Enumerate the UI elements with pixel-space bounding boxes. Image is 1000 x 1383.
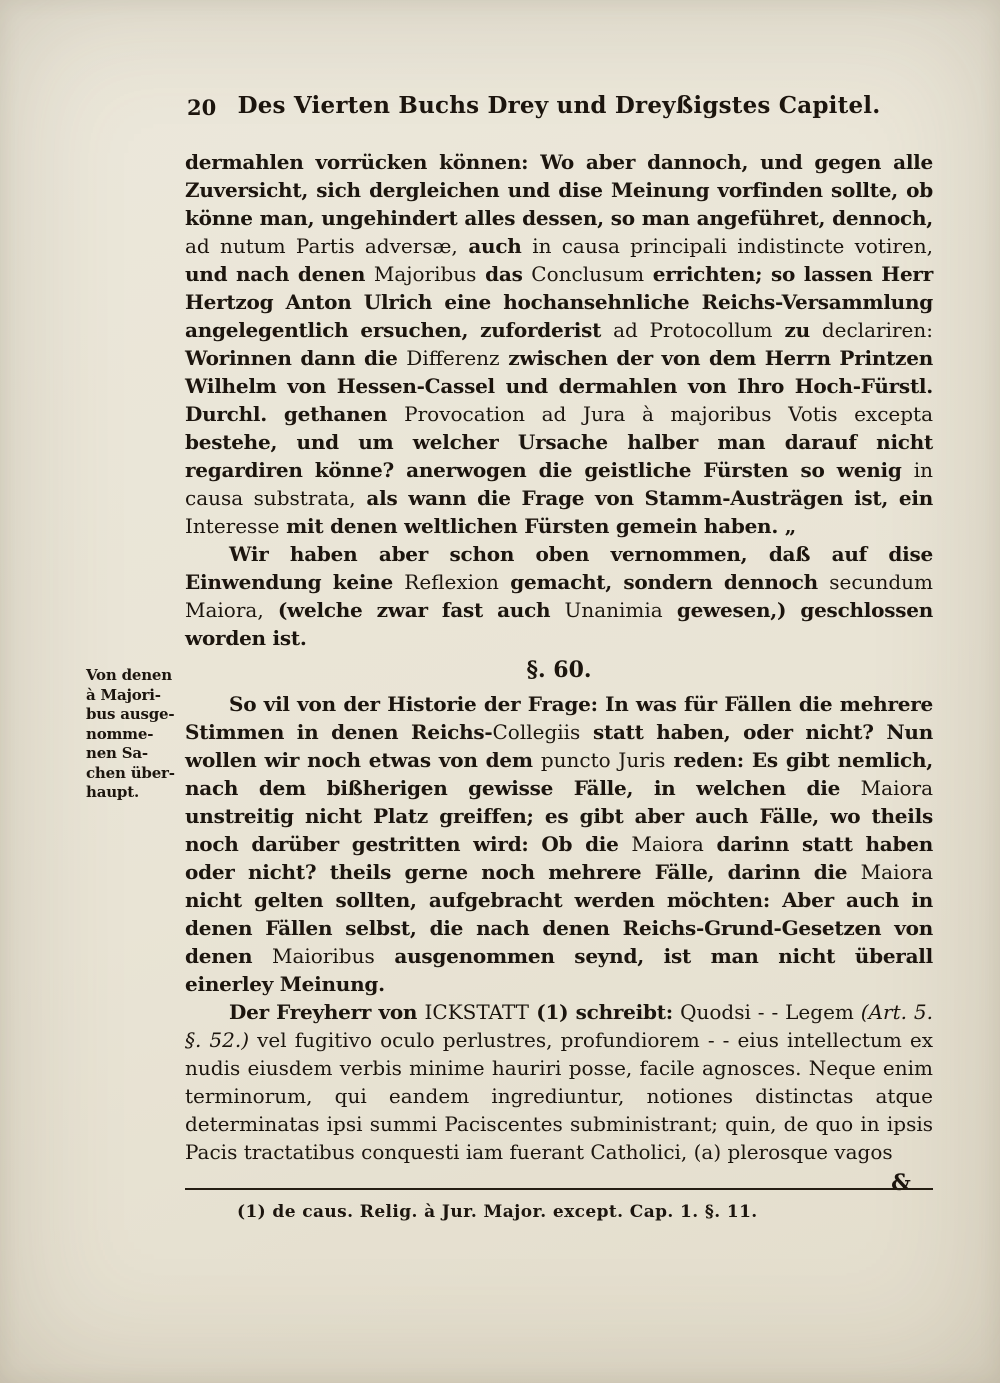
paragraph-continuation <box>185 148 933 540</box>
running-header-title: Des Vierten Buchs Drey und Dreyßigstes Capitel. <box>237 92 881 119</box>
latin-text-segment: Differenz <box>406 346 500 370</box>
catchword: & <box>891 1170 911 1196</box>
latin-text-segment: Maiora <box>860 860 933 884</box>
latin-text-segment: ICKSTATT <box>424 1000 529 1024</box>
section-heading: §. 60. <box>526 657 592 683</box>
german-text-segment: ausgenommen seynd, ist man nicht überall einerley Meinung. <box>185 944 933 996</box>
latin-text-segment: Maioribus <box>271 944 375 968</box>
german-text-segment: zu <box>772 318 822 342</box>
german-text-segment: Worinnen dann die <box>185 346 407 370</box>
latin-text-segment: Interesse <box>185 514 280 538</box>
paragraph <box>185 998 933 1166</box>
german-text-segment: (welche zwar fast auch <box>263 598 565 622</box>
margin-note-line: chen über- <box>86 763 175 782</box>
footnote: (1) de caus. Relig. à Jur. Major. except. Cap. 1. §. 11. <box>237 1202 758 1222</box>
page-header <box>185 92 933 124</box>
german-text-segment: und nach denen <box>185 262 374 286</box>
german-text-segment: gewesen,) geschlossen worden ist. <box>185 598 934 650</box>
german-text-segment: reden: Es gibt nemlich, nach dem bißherigen gewisse Fälle, in welchen die <box>185 748 933 800</box>
margin-note-line: nomme- <box>86 724 154 743</box>
paragraph <box>185 540 933 652</box>
german-text-segment: Der Freyherr von <box>229 1000 425 1024</box>
german-text-segment: dermahlen vorrücken können: Wo aber dannoch, und gegen alle Zuversicht, sich dergleichen und dise Meinung vorfinden sollte, ob könne man, ungehindert alles dessen, so man angeführet, dennoch, <box>185 150 933 230</box>
footnote-rule <box>185 1188 933 1190</box>
margin-note <box>86 666 186 803</box>
latin-text-segment: Reflexion <box>404 570 499 594</box>
german-text-segment: nicht gelten sollten, aufgebracht werden möchten: Aber auch in denen Fällen selbst, die nach denen Reichs-Grund-Gesetzen von denen <box>185 888 933 968</box>
german-text-segment: darinn statt haben oder nicht? theils gerne noch mehrere Fälle, darinn die <box>185 832 933 884</box>
latin-text-segment: puncto Juris <box>540 748 666 772</box>
german-text-segment: (1) schreibt: <box>529 1000 681 1024</box>
latin-text-segment: Provocation ad Jura à majoribus Votis excepta <box>404 402 933 426</box>
latin-text-segment: Conclusum <box>531 262 645 286</box>
german-text-segment: das <box>476 262 532 286</box>
latin-text-segment: secundum Maiora, <box>185 570 933 622</box>
latin-text-segment: ad nutum Partis adversæ, <box>185 234 458 258</box>
german-text-segment: mit denen weltlichen Fürsten gemein haben. „ <box>279 514 797 538</box>
german-text-segment: gemacht, sondern dennoch <box>498 570 830 594</box>
latin-text-segment: ad Protocollum <box>613 318 773 342</box>
margin-note-line: haupt. <box>86 783 139 801</box>
latin-text-segment: Maiora <box>631 832 704 856</box>
margin-note-line: à Majori- <box>86 685 161 704</box>
page-number: 20 <box>187 95 217 120</box>
german-text-segment: So vil von der Historie der Frage: In was für Fällen die mehrere Stimmen in denen Reichs- <box>185 692 933 744</box>
text-column <box>185 148 933 1196</box>
german-text-segment: unstreitig nicht Platz greiffen; es gibt aber auch Fälle, wo theils noch darüber gestritten wird: Ob die <box>185 804 933 856</box>
german-text-segment: statt haben, oder nicht? Nun wollen wir noch etwas von dem <box>185 720 933 772</box>
margin-note-line: nen Sa- <box>86 744 148 762</box>
latin-text-segment: declariren: <box>821 318 933 342</box>
latin-text-segment: Majoribus <box>373 262 477 286</box>
german-text-segment: zwischen der von dem Herrn Printzen Wilhelm von Hessen-Cassel und dermahlen von Ihro Hoch-Fürstl. Durchl. gethanen <box>185 346 934 426</box>
margin-note-line: Von denen <box>86 666 172 684</box>
german-text-segment: errichten; so lassen Herr Hertzog Anton Ulrich eine hochansehnliche Reichs-Versammlung angelegentlich ersuchen, zuforderist <box>185 262 933 342</box>
latin-text-segment: Unanimia <box>564 598 663 622</box>
latin-text-segment: Collegiis <box>492 720 581 744</box>
german-text-segment: bestehe, und um welcher Ursache halber man darauf nicht regardiren könne? anerwogen die geistliche Fürsten so wenig <box>185 430 933 482</box>
latin-text-segment: in causa principali indistincte votiren, <box>532 234 933 258</box>
latin-text-segment: Maiora <box>860 776 933 800</box>
german-text-segment: auch <box>457 234 533 258</box>
latin-text-segment: in causa substrata, <box>185 458 933 510</box>
paragraph <box>185 690 933 998</box>
german-text-segment: als wann die Frage von Stamm-Austrägen ist, ein <box>355 486 933 510</box>
latin-text-segment: (Art. 5. §. 52.) <box>185 1000 933 1052</box>
latin-text-segment: vel fugitivo oculo perlustres, profundiorem - - eius intellectum ex nudis eiusdem verbis minime hauriri posse, facile agnosces. Neque enim terminorum, qui eandem ingrediuntur, notiones distinctas atque determinatas ipsi summi Paciscentes subministrant; quin, de quo in ipsis Pacis tractatibus conquesti iam fuerant Catholici, (a) plerosque vagos <box>185 1028 933 1164</box>
latin-text-segment: Quodsi - - Legem <box>680 1000 861 1024</box>
german-text-segment: Wir haben aber schon oben vernommen, daß auf dise Einwendung keine <box>185 542 933 594</box>
margin-note-line: bus ausge- <box>86 705 175 723</box>
